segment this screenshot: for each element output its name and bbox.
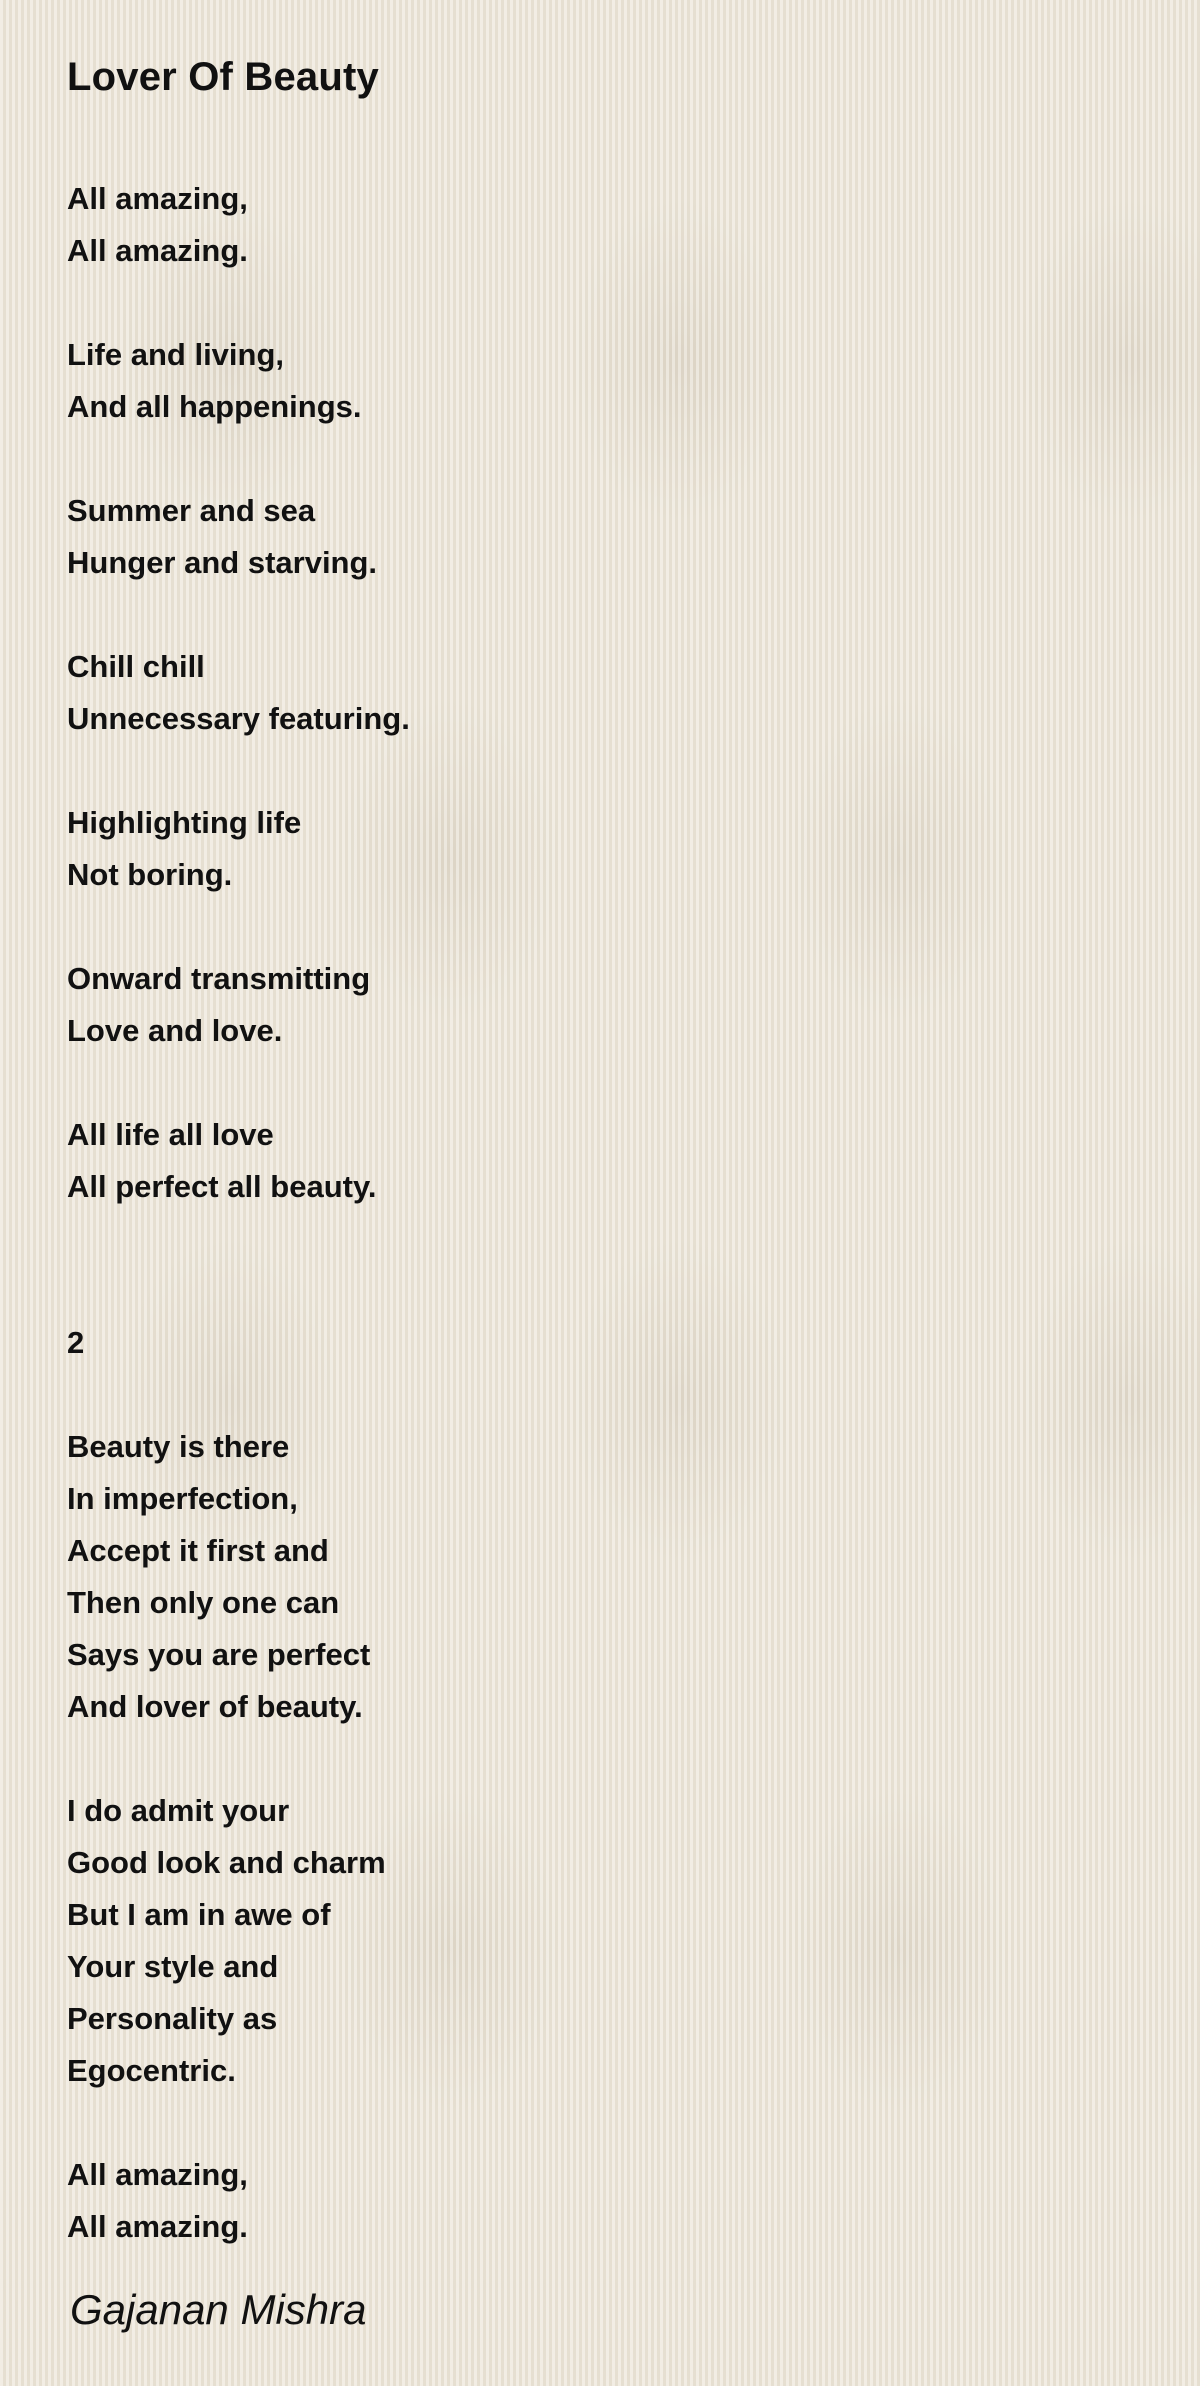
stanza	[67, 2149, 1067, 2253]
poem-line: Egocentric.	[67, 2053, 236, 2088]
poem-line: Hunger and starving.	[67, 545, 378, 580]
poem-line: Summer and sea	[67, 493, 316, 528]
stanza	[67, 797, 1067, 901]
poem-line: All amazing,	[67, 2157, 248, 2192]
stanza	[67, 1109, 1067, 1213]
poem-line: All life all love	[67, 1117, 274, 1152]
poem-line: Life and living,	[67, 337, 285, 372]
section-number-stanza	[67, 1317, 1067, 1369]
poem-line: In imperfection,	[67, 1481, 298, 1516]
poem-line: All amazing.	[67, 233, 248, 268]
stanza	[67, 1785, 1067, 2097]
poem-line: Chill chill	[67, 649, 205, 684]
poem-line: Unnecessary featuring.	[67, 701, 410, 736]
poem-line: All amazing.	[67, 2209, 248, 2244]
stanza	[67, 485, 1067, 589]
poem-line: But I am in awe of	[67, 1897, 331, 1932]
poem-line: And all happenings.	[67, 389, 362, 424]
poem-line: Highlighting life	[67, 805, 302, 840]
stanza	[67, 1421, 1067, 1733]
poem-line: Beauty is there	[67, 1429, 290, 1464]
stanza	[67, 173, 1067, 277]
stanza	[67, 329, 1067, 433]
poem-line: Then only one can	[67, 1585, 340, 1620]
poem-title: Lover Of Beauty	[67, 55, 379, 99]
poem-author: Gajanan Mishra	[70, 2286, 367, 2333]
poem-body	[67, 173, 1067, 2253]
poem-line: I do admit your	[67, 1793, 290, 1828]
poem-line: Accept it first and	[67, 1533, 329, 1568]
poem-line: Love and love.	[67, 1013, 283, 1048]
poem-line: All amazing,	[67, 181, 248, 216]
poem-line: Onward transmitting	[67, 961, 371, 996]
poem-line: Good look and charm	[67, 1845, 386, 1880]
poem-line: Personality as	[67, 2001, 278, 2036]
poem-line: All perfect all beauty.	[67, 1169, 377, 1204]
section-number: 2	[67, 1325, 85, 1360]
poem-line: Not boring.	[67, 857, 233, 892]
poem-container	[67, 44, 1067, 2305]
poem-line: And lover of beauty.	[67, 1689, 363, 1724]
section-gap	[67, 1265, 1067, 1317]
stanza	[67, 953, 1067, 1057]
poem-line: Your style and	[67, 1949, 279, 1984]
poem-line: Says you are perfect	[67, 1637, 371, 1672]
stanza	[67, 641, 1067, 745]
